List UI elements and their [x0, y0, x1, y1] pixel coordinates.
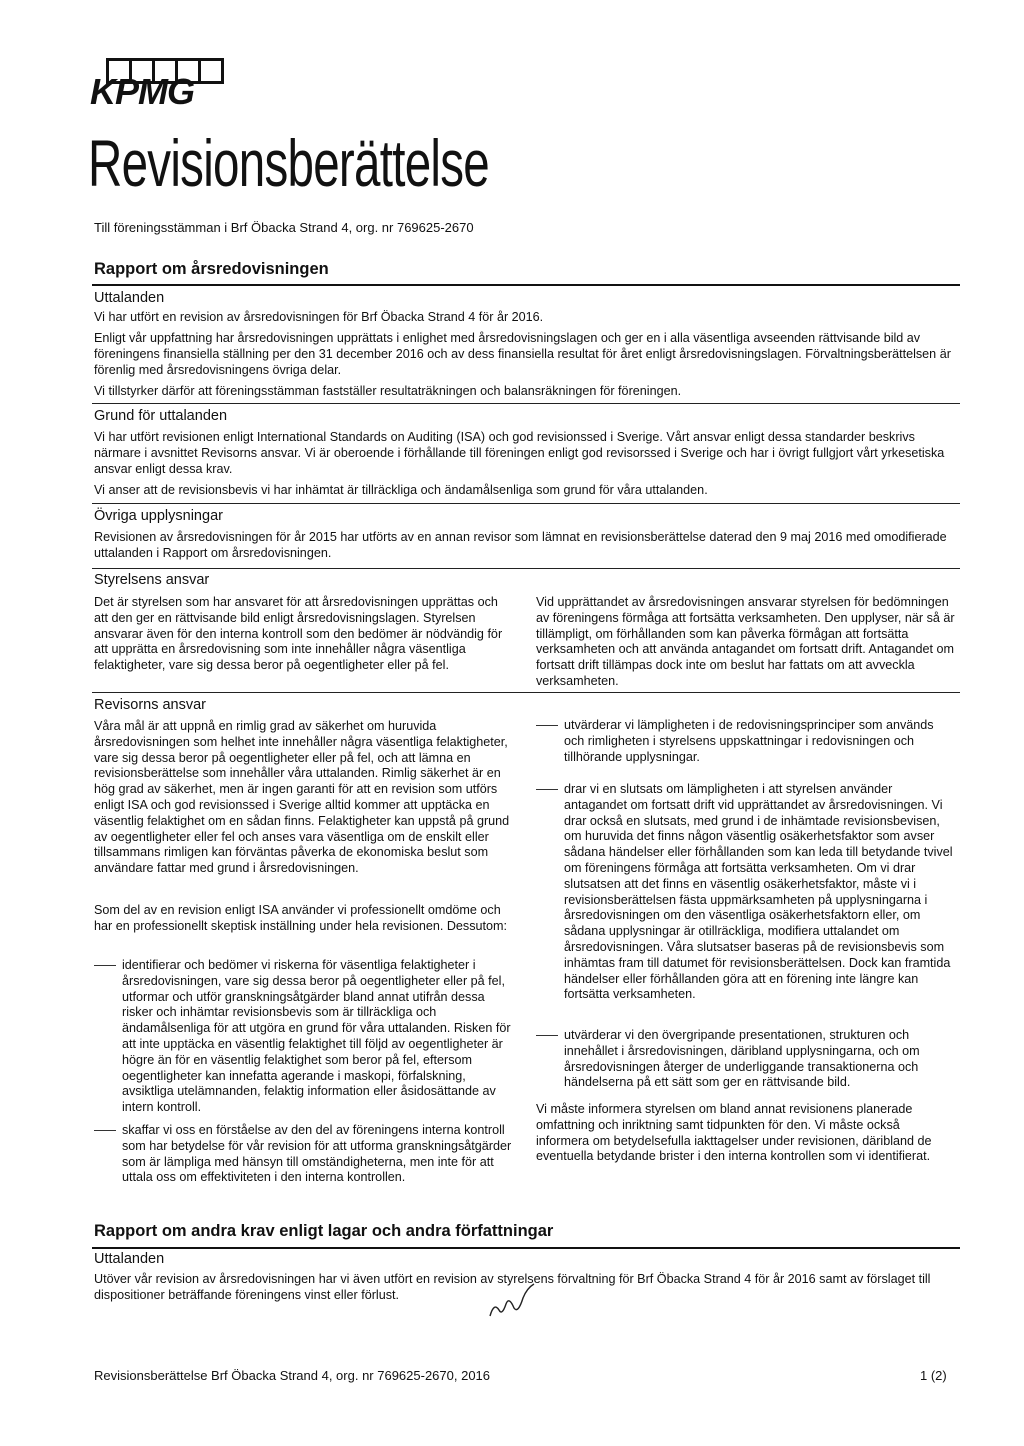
- heading-styrelsens-ansvar: Styrelsens ansvar: [94, 572, 210, 588]
- heading-grund: Grund för uttalanden: [94, 408, 228, 424]
- paragraph: Vi har utfört revisionen enligt International Standards on Auditing (ISA) och god revisionssed i Sverige. Vårt ansvar enligt dessa standarder beskrivs närmare i avsnittet Revisorns ansvar. Vi är oberoende i förhållande till föreningen enligt god revisorssed i Sverige och har i övrigt fullgjort vårt yrkesetiska ansvar enligt dessa krav.: [94, 430, 945, 476]
- heading-uttalanden: Uttalanden: [94, 290, 165, 306]
- list-item: drar vi en slutsats om lämpligheten i att styrelsen använder antagandet om fortsatt drift vid upprättandet av årsredovisningen. Vi drar också en slutsats, med grund i de inhämtade revisionsbevisen, om huruvida det finns någon väsentlig osäkerhetsfaktor som avser sådana händelser eller förhållanden som kan leda till betydande tvivel om föreningens förmåga att fortsätta verksamheten. Om vi drar slutsatsen att det finns en väsentlig osäkerhetsfaktor, måste vi i revisionsberättelsen fästa uppmärksamheten på upplysningarna i årsredovisningen om den väsentliga osäkerhetsfaktorn eller, om sådana upplysningar är otillräckliga, modifiera uttalandet om årsredovisningen. Våra slutsatser baseras på de revisionsbevis som inhämtas fram till datumet för revisionsberättelsen. Dock kan framtida händelser eller förhållanden göra att en förening inte längre kan fortsätta verksamheten.: [536, 782, 956, 1022]
- list-item: identifierar och bedömer vi riskerna för väsentliga felaktigheter i årsredovisningen, vare sig dessa beror på oegentligheter eller på fel, utformar och utför granskningsåtgärder bland annat utifrån dessa risker och inhämtar revisionsbevis som är tillräckliga och ändamålsenliga för att utgöra en grund för våra uttalanden. Risken för att inte upptäcka en väsentlig felaktighet till följd av oegentligheter är högre än för en väsentlig felaktighet som beror på fel, eftersom oegentligheter kan innefatta agerande i maskopi, förfalskning, avsiktliga utelämnanden, felaktig information eller åsidosättande av intern kontroll.: [94, 958, 514, 1178]
- list-item: utvärderar vi lämpligheten i de redovisningsprinciper som används och rimligheten i styrelsens uppskattningar i redovisningen och tillhörande upplysningar.: [536, 718, 956, 778]
- divider: [92, 284, 960, 286]
- heading-ovriga: Övriga upplysningar: [94, 508, 223, 524]
- dash-icon: [536, 789, 558, 790]
- dash-icon: [94, 1130, 116, 1131]
- heading-revisorns-ansvar: Revisorns ansvar: [94, 697, 207, 713]
- paragraph: Vi har utfört en revision av årsredovisningen för Brf Öbacka Strand 4 för år 2016.: [94, 310, 544, 324]
- logo-text: KPMG: [90, 71, 194, 112]
- paragraph: Vi tillstyrker därför att föreningsstämman fastställer resultaträkningen och balansräkningen för föreningen.: [94, 384, 682, 398]
- paragraph: Utöver vår revision av årsredovisningen har vi även utfört en revision av styrelsens förvaltning för Brf Öbacka Strand 4 för år 2016 samt av förslaget till dispositioner beträffande föreningens vinst eller förlust.: [94, 1272, 931, 1302]
- divider: [92, 1247, 960, 1249]
- page-number: 1 (2): [920, 1368, 947, 1383]
- paragraph: Vi måste informera styrelsen om bland annat revisionens planerade omfattning och inriktning samt tidpunkten för den. Vi måste också informera om betydelsefulla iakttagelser under revisionen, däribland de eventuella betydande brister i den interna kontrollen som vi identifierat.: [536, 1102, 932, 1164]
- divider: [92, 503, 960, 504]
- handwritten-initials: [487, 1280, 537, 1320]
- paragraph: Revisionen av årsredovisningen för år 2015 har utförts av en annan revisor som lämnat en revisionsberättelse daterad den 9 maj 2016 med omodifierade uttalanden i Rapport om årsredovisningen.: [94, 530, 947, 560]
- list-item: utvärderar vi den övergripande presentationen, strukturen och innehållet i årsredovisningen, däribland upplysningarna, och om årsredovisningen återger de underliggande transaktionerna och händelserna på ett sätt som ger en rättvisande bild.: [536, 1028, 956, 1098]
- dash-icon: [536, 1035, 558, 1036]
- paragraph: Vi anser att de revisionsbevis vi har inhämtat är tillräckliga och ändamålsenliga som grund för våra uttalanden.: [94, 483, 708, 497]
- heading-uttalanden-2: Uttalanden: [94, 1251, 165, 1267]
- document-title: Revisionsberättelse: [88, 126, 490, 200]
- paragraph: Som del av en revision enligt ISA använder vi professionellt omdöme och har en professionellt skeptisk inställning under hela revisionen. Dessutom:: [94, 903, 508, 933]
- list-item: skaffar vi oss en förståelse av den del av föreningens interna kontroll som har betydelse för vår revision för att utforma granskningsåtgärder som är lämpliga med hänsyn till omständigheterna, men inte för att uttala oss om effektiviteten i den interna kontrollen.: [94, 1123, 514, 1213]
- paragraph: Enligt vår uppfattning har årsredovisningen upprättats i enlighet med årsredovisningslagen och ger en i alla väsentliga avseenden rättvisande bild av föreningens finansiella ställning per den 31 december 2016 och av dess finansiella resultat för året enligt årsredovisningslagen. Förvaltningsberättelsen är förenlig med årsredovisningens övriga delar.: [94, 331, 951, 377]
- divider: [92, 692, 960, 693]
- dash-icon: [536, 725, 558, 726]
- paragraph: Vid upprättandet av årsredovisningen ansvarar styrelsen för bedömningen av föreningens förmåga att fortsätta verksamheten. Den upplyser, när så är tillämpligt, om förhållanden som kan påverka förmågan att fortsätta verksamheten och att använda antagandet om fortsatt drift. Antagandet om fortsatt drift tillämpas dock inte om beslut har fattats om att avveckla verksamheten.: [536, 595, 955, 688]
- section-heading-report: Rapport om årsredovisningen: [94, 260, 329, 278]
- kpmg-logo: [90, 58, 240, 112]
- footer-text: Revisionsberättelse Brf Öbacka Strand 4, org. nr 769625-2670, 2016: [94, 1368, 491, 1383]
- divider: [92, 403, 960, 404]
- paragraph: Det är styrelsen som har ansvaret för att årsredovisningen upprättas och att den ger en rättvisande bild enligt årsredovisningslagen. Styrelsen ansvarar även för den interna kontroll som den bedömer är nödvändig för att upprätta en årsredovisning som inte innehåller några väsentliga felaktigheter, vare sig dessa beror på oegentligheter eller på fel.: [94, 595, 503, 673]
- document-subtitle: Till föreningsstämman i Brf Öbacka Strand 4, org. nr 769625-2670: [94, 220, 474, 235]
- divider: [92, 568, 960, 569]
- section-heading-other-requirements: Rapport om andra krav enligt lagar och andra författningar: [94, 1222, 554, 1240]
- dash-icon: [94, 965, 116, 966]
- paragraph: Våra mål är att uppnå en rimlig grad av säkerhet om huruvida årsredovisningen som helhet inte innehåller några väsentliga felaktigheter, vare sig dessa beror på oegentligheter eller på fel, och att lämna en revisionsberättelse som innehåller våra uttalanden. Rimlig säkerhet är en hög grad av säkerhet, men är ingen garanti för att en revision som utförs enligt ISA och god revisionssed i Sverige alltid kommer att upptäcka en väsentlig felaktighet om en sådan finns. Felaktigheter kan uppstå på grund av oegentligheter eller fel och anses vara väsentliga om de enskilt eller tillsammans rimligen kan förväntas påverka de ekonomiska beslut som användare fattar med grund i årsredovisningen.: [94, 719, 510, 876]
